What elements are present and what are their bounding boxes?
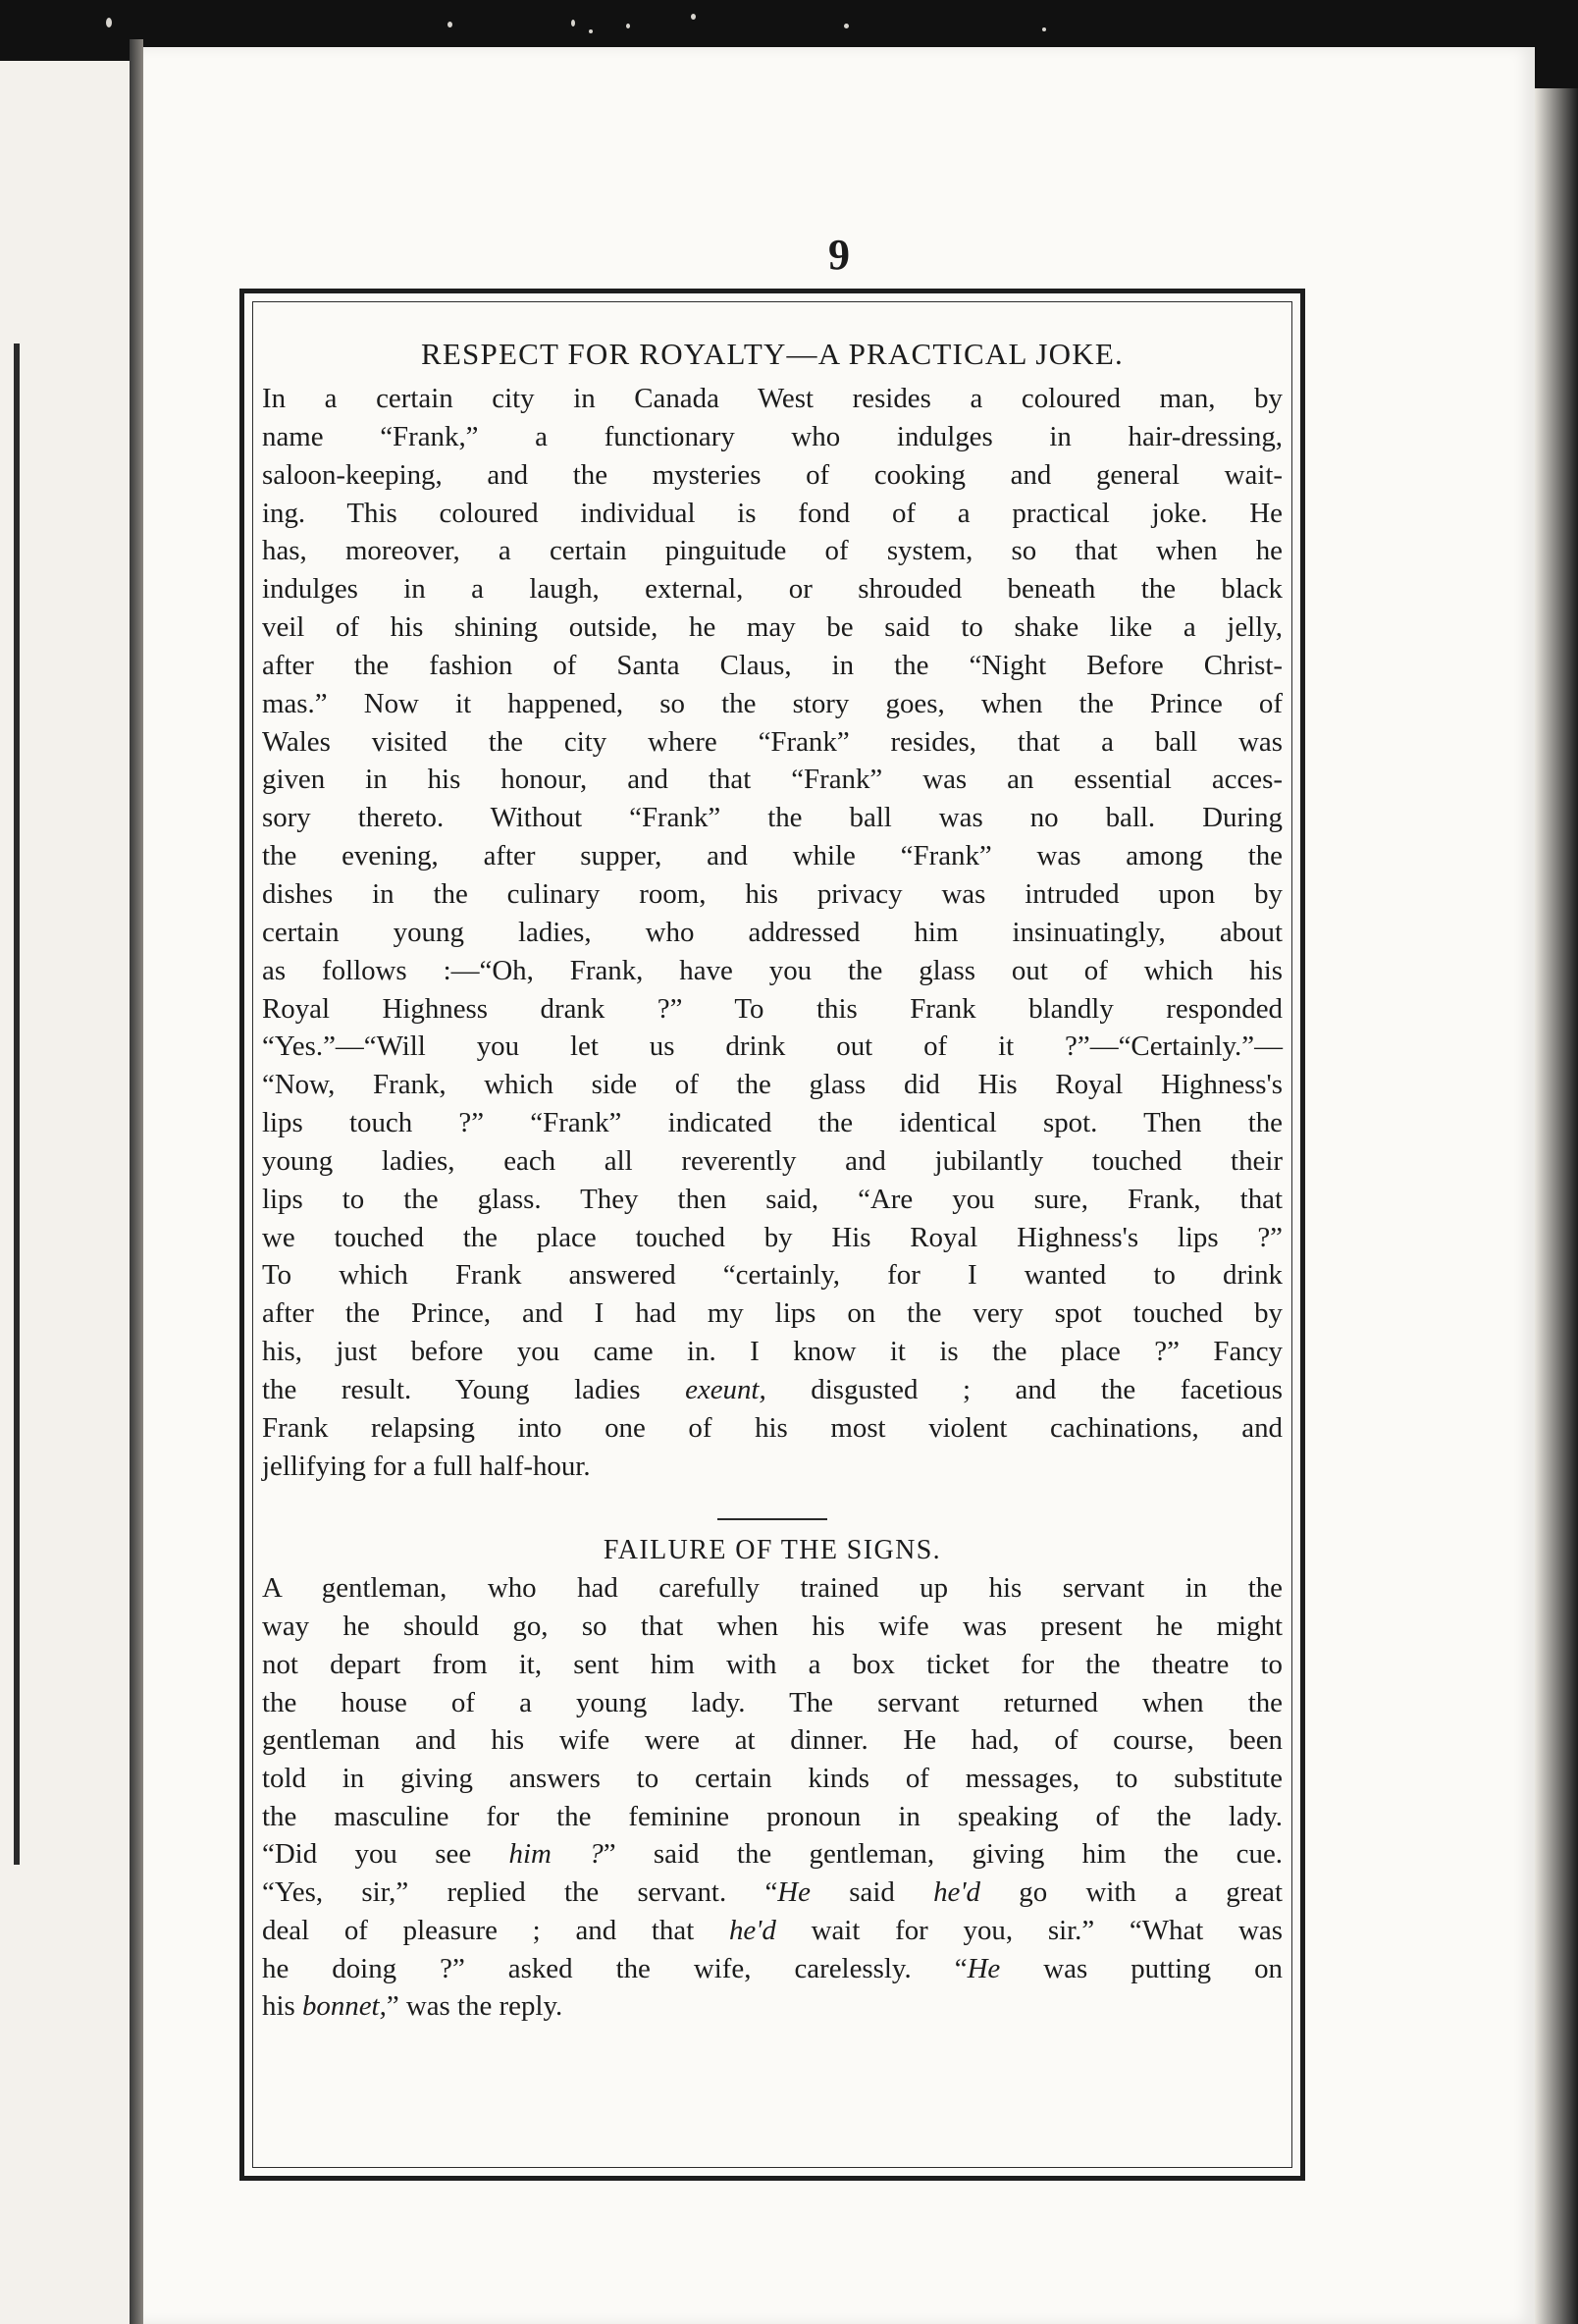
text-line: not depart from it, sent him with a box ticket for the theatre to [262,1648,1283,1680]
text-line: lips touch ?” “Frank” indicated the identical spot. Then the [262,1107,1283,1139]
text-line: Wales visited the city where “Frank” resides, that a ball was [262,725,1283,758]
text-fragment: he doing ?” asked the wife, carelessly. “ [262,1952,968,1984]
text-line: we touched the place touched by His Royal Highness's lips ?” [262,1221,1283,1253]
text-line [262,1987,1283,2026]
text-line [262,1874,1283,1912]
dust-speck [1042,27,1046,31]
dust-speck [626,24,630,28]
text-line: Royal Highness drank ?” To this Frank blandly responded [262,992,1283,1025]
text-line: name “Frank,” a functionary who indulges in hair-dressing, [262,420,1283,452]
page-content [262,335,1283,2162]
article-body-respect-for-royalty [262,380,1283,1485]
italic-word: he'd [933,1876,981,1909]
italic-word: bonnet, [301,1990,387,2023]
text-line: “Now, Frank, which side of the glass did His Royal Highness's [262,1069,1283,1101]
article-title-respect-for-royalty: RESPECT FOR ROYALTY—A PRACTICAL JOKE. [421,337,1124,371]
text-line [262,1912,1283,1950]
text-line: indulges in a laugh, external, or shrouded beneath the black [262,573,1283,606]
italic-word: he'd [728,1914,776,1946]
italic-word-exeunt: exeunt, [685,1373,766,1405]
section-divider [717,1518,827,1520]
ruled-frame [239,289,1305,2181]
text-line [262,1371,1283,1409]
text-line: given in his honour, and that “Frank” was an essential acces- [262,764,1283,796]
text-line: young ladies, each all reverently and jubilantly touched their [262,1144,1283,1177]
text-fragment: said [810,1876,934,1909]
text-line: after the Prince, and I had my lips on the very spot touched by [262,1297,1283,1330]
text-line: gentleman and his wife were at dinner. He had, of course, been [262,1724,1283,1757]
text-line: dishes in the culinary room, his privacy was intruded upon by [262,877,1283,910]
text-line: jellifying for a full half-hour. [262,1450,591,1482]
text-fragment: ” was the reply. [386,1990,563,2023]
text-fragment: was putting on [1000,1952,1283,1984]
text-fragment: deal of pleasure ; and that [262,1914,729,1946]
text-line: the house of a young lady. The servant returned when the [262,1686,1283,1718]
text-fragment: go with a great [980,1876,1283,1909]
text-line: lips to the glass. They then said, “Are you sure, Frank, that [262,1183,1283,1215]
text-line: after the fashion of Santa Claus, in the “Night Before Christ- [262,649,1283,681]
text-line: veil of his shining outside, he may be said to shake like a jelly, [262,611,1283,644]
italic-word: He [967,1952,1001,1984]
dust-speck [447,22,452,27]
text-line: ing. This coloured individual is fond of a practical joke. He [262,497,1283,529]
text-line: In a certain city in Canada West resides a coloured man, by [262,383,1283,414]
text-line [262,1835,1283,1874]
page-number: 9 [828,231,850,279]
text-line: has, moreover, a certain pinguitude of system, so that when he [262,535,1283,567]
text-line: the masculine for the feminine pronoun in speaking of the lady. [262,1800,1283,1832]
text-line: sory thereto. Without “Frank” the ball was no ball. During [262,802,1283,834]
book-gutter [130,39,143,2324]
page-right-edge-shadow [1535,88,1578,2324]
text-line: his, just before you came in. I know it is the place ?” Fancy [262,1336,1283,1368]
text-line: the evening, after supper, and while “Frank” was among the [262,840,1283,872]
text-fragment: ” said the gentleman, giving him the cue. [603,1838,1283,1871]
dust-speck [589,29,593,33]
text-fragment: disgusted ; and the facetious [765,1373,1283,1405]
article-body-failure-of-the-signs [262,1569,1283,2025]
adjacent-page-edge [0,61,132,2324]
text-line [262,1950,1283,1988]
text-line: To which Frank answered “certainly, for I wanted to drink [262,1259,1283,1292]
text-line: told in giving answers to certain kinds of messages, to substitute [262,1762,1283,1794]
dust-speck [106,18,112,27]
text-fragment: “Did you see [262,1838,509,1871]
dust-speck [844,24,849,28]
dust-speck [691,14,696,20]
text-line: way he should go, so that when his wife was present he might [262,1611,1283,1643]
italic-word: He [777,1876,811,1909]
text-line: Frank relapsing into one of his most violent cachinations, and [262,1411,1283,1444]
text-line: mas.” Now it happened, so the story goes, when the Prince of [262,687,1283,719]
book-page [143,47,1535,2324]
italic-word: him ? [508,1838,604,1871]
text-line: “Yes.”—“Will you let us drink out of it ?”—“Certainly.”— [262,1030,1283,1063]
text-fragment: wait for you, sir.” “What was [775,1914,1283,1946]
text-fragment: “Yes, sir,” replied the servant. “ [262,1876,778,1909]
text-line: certain young ladies, who addressed him insinuatingly, about [262,916,1283,948]
text-fragment: the result. Young ladies [262,1373,686,1405]
text-line: saloon-keeping, and the mysteries of cooking and general wait- [262,458,1283,491]
article-title-failure-of-the-signs: FAILURE OF THE SIGNS. [603,1535,942,1566]
dust-speck [571,20,575,26]
text-line: A gentleman, who had carefully trained up his servant in the [262,1572,1283,1605]
text-line: as follows :—“Oh, Frank, have you the glass out of which his [262,954,1283,986]
text-fragment: his [262,1990,302,2023]
adjacent-page-border [0,343,20,1865]
